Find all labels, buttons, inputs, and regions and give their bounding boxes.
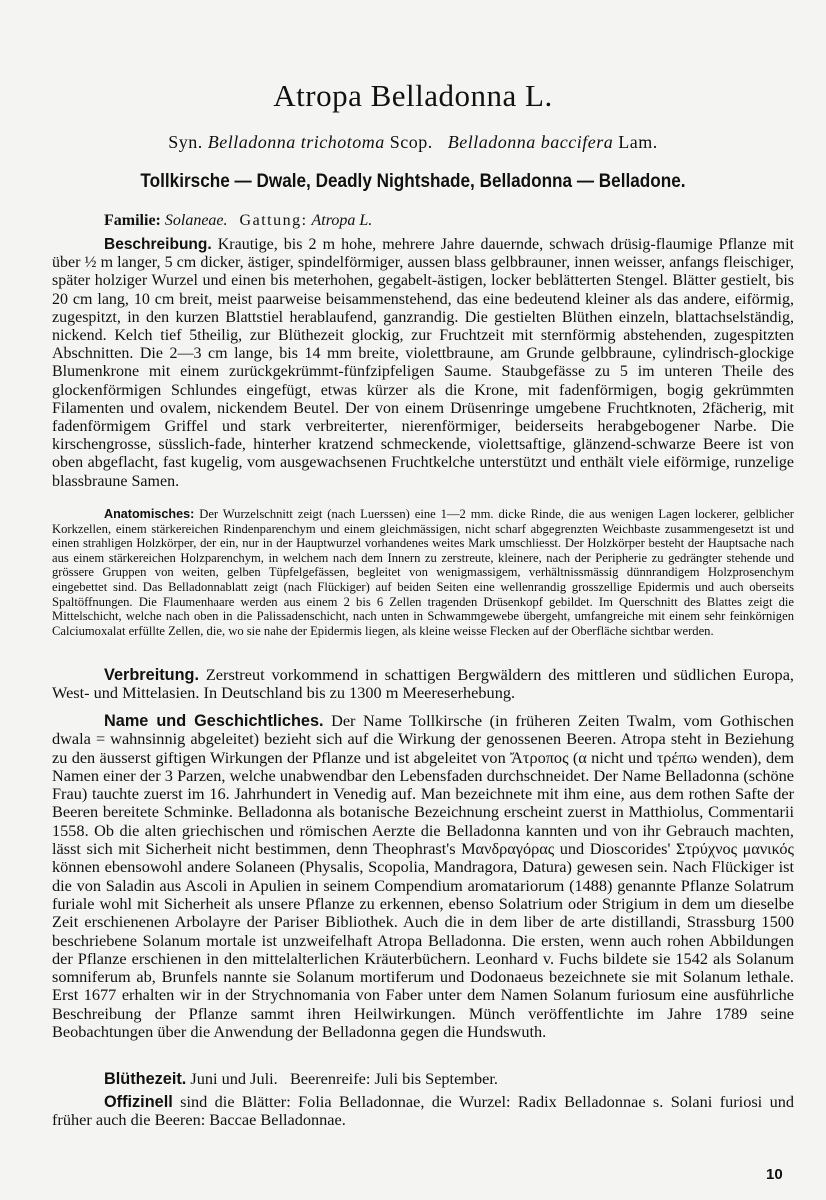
section-name-geschichte (52, 712, 794, 1041)
synonym-1: Belladonna trichotoma (207, 132, 385, 152)
beerenreife-label: Beerenreife: (289, 1069, 371, 1088)
synonym-1-author: Scop. (389, 132, 433, 152)
section-bluethezeit (52, 1070, 794, 1088)
offizinell-text: sind die Blätter: Folia Belladonnae, die Wurzel: Radix Belladonnae s. Solani furiosi und früher auch die Beeren: Baccae Belladonnae. (52, 1092, 795, 1130)
anatomisches-text: Der Wurzelschnitt zeigt (nach Luerssen) eine 1—2 mm. dicke Rinde, die aus wenigen Lagen lockerer, gelblicher Korkzellen, einem stärkereichen Rindenparenchym und einem gleichmässigen, nicht scharf abgegrenzten Weichbaste zusammengesetzt ist und einen strahligen Holzkörper, der ein, nur in der Hauptwurzel vorhandenes weites Mark umschliesst. Der Holzkörper besteht der Hauptsache nach aus einem stärkereichen Holzparenchym, in welchem nach dem Innern zu zerstreute, kleinere, nach der Peripherie zu gedrängter stehende und grössere Gruppen von weiten, gelben Tüpfelgefässen, begleitet von wenigmassigem, verhältnissmässig dünnrandigem Holzprosenchym eingebettet sind. Das Belladonnablatt zeigt (nach Flückiger) auf beiden Seiten eine wellenrandig grosszellige Epidermis und auch oberseits Spaltöffnungen. Die Flaumenhaare werden aus einem 2 bis 6 Zellen tragenden Drüsenkopf gebildet. Im Querschnitt des Blattes zeigt die Mittelschicht, welche nach oben in die Palissadenschicht, nach unten in Schwammgewebe übergeht, umfangreiche mit einem sehr feinkörnigen Calciumoxalat erfüllte Zellen, die, wo sie nahe der Epidermis liegen, als kleine weisse Flecken auf der Oberfläche sichtbar werden. (52, 507, 794, 638)
genus-value: Atropa L. (311, 212, 373, 229)
offizinell-heading: Offizinell (104, 1093, 173, 1111)
verbreitung-text: Zerstreut vorkommend in schattigen Bergwäldern des mittleren und südlichen Europa, West- und Mittelasien. In Deutschland bis zu 1300 m Meereserhebung. (52, 665, 794, 703)
verbreitung-heading: Verbreitung. (104, 666, 199, 684)
beschreibung-heading: Beschreibung. (104, 236, 212, 253)
synonyms-prefix: Syn. (168, 132, 203, 152)
family-label: Familie: (104, 212, 161, 229)
section-beschreibung (52, 236, 794, 491)
beerenreife-text: Juli bis September. (374, 1069, 498, 1088)
family-value: Solaneae. (164, 212, 228, 229)
family-line (104, 212, 372, 230)
section-offizinell (52, 1093, 794, 1130)
section-verbreitung (52, 666, 794, 703)
beschreibung-text: Krautige, bis 2 m hohe, mehrere Jahre dauernde, schwach drüsig-flaumige Pflanze mit über ½ m langer, 5 cm dicker, ästiger, spindelförmiger, aussen blass gelbbrauner, innen weisser, anfangs fleischiger, später holziger Wurzel und einen bis meterhohen, gegabelt-ästigen, locker beblätterten Stengel. Blätter gestielt, bis 20 cm lang, 10 cm breit, meist paarweise beisammenstehend, das eine bedeutend kleiner als das andere, eiförmig, zugespitzt, in den kurzen Blattstiel herablaufend, ganzrandig. Die gestielten Blüthen einzeln, blattachselständig, nickend. Kelch tief 5theilig, zur Blüthezeit glockig, zur Fruchtzeit mit sternförmig abstehenden, zugespitzten Abschnitten. Die 2—3 cm lange, bis 14 mm breite, violettbraune, am Grunde gelbbraune, cylindrisch-glockige Blumenkrone mit einem zurückgekrümmt-fünfzipfeligen Saume. Staubgefässe zu 5 im unteren Theile des glockenförmigen Schlundes eingefügt, etwas kürzer als die Krone, mit fadenförmigen, bogig gekrümmten Filamenten und ovalem, nickendem Beutel. Der von einem Drüsenringe umgebene Fruchtknoten, 2fächerig, mit fadenförmigem Griffel und stark verbreiterter, nierenförmiger, beiderseits herabgebogener Narbe. Die kirschengrosse, süsslich-fade, hinterher kratzend schmeckende, violettsaftige, glänzend-schwarze Beere ist von oben abgeflacht, fast kugelig, vom ausgewachsenen Fruchtkelche unterstützt und enthält viele eiförmige, runzelige blassbraune Samen. (52, 236, 794, 490)
name-geschichte-text: Der Name Tollkirsche (in früheren Zeiten Twalm, vom Gothischen dwala = wahnsinnig abgeleitet) bezieht sich auf die Wirkung der genossenen Beeren. Atropa steht in Beziehung zu den äusserst giftigen Wirkungen der Pflanze und ist abgeleitet von Ἄτροπος (α nicht und τρέπω wenden), dem Namen einer der 3 Parzen, welche unabwendbar den Lebensfaden durchschneidet. Der Name Belladonna (schöne Frau) tauchte zuerst im 16. Jahrhundert in Venedig auf. Man bezeichnete mit ihm eine, aus dem rothen Safte der Beeren bereitete Schminke. Belladonna als botanische Bezeichnung erscheint zuerst in Matthiolus, Commentarii 1558. Ob die alten griechischen und römischen Aerzte die Belladonna kannten und von ihr Gebrauch machten, lässt sich mit Sicherheit nicht bestimmen, denn Theophrast's Μανδραγόρας und Dioscorides' Στρύχνος μανικός können ebensowohl andere Solaneen (Physalis, Scopolia, Mandragora, Datura) gewesen sein. Nach Flückiger ist die von Saladin aus Ascoli in Apulien in seinem Compendium aromatariorum (1488) genannte Pflanze Solatrum furiale wohl mit Sicherheit als unsere Pflanze zu erkennen, ebenso Solatrium oder Strigium in dem um dieselbe Zeit erschienenen Arbolayre der Pariser Bibliothek. Auch die in dem liber de arte distillandi, Strassburg 1500 beschriebene Solanum mortale ist unzweifelhaft Atropa Belladonna. Die ersten, wenn auch rohen Abbildungen der Pflanze erschienen in den mittelalterlichen Kräuterbüchern. Leonhard v. Fuchs bildete sie 1542 als Solanum somniferum ab, Brunfels nannte sie Solanum mortiferum und Dodonaeus bezeichnete sie mit Solanum lethale. Erst 1677 erhalten wir in der Strychnomania von Faber unter dem Namen Solanum furiosum eine ausführliche Beschreibung der Pflanze sammt ihren Heilwirkungen. Münch veröffentlichte im Jahre 1789 seine Beobachtungen über die Anwendung der Belladonna gegen die Hundswuth. (52, 711, 794, 1042)
synonyms-line (0, 132, 826, 153)
page-number: 10 (766, 1166, 783, 1183)
synonym-2: Belladonna baccifera (447, 132, 614, 152)
anatomisches-heading: Anatomisches: (104, 507, 195, 521)
genus-label: Gattung: (239, 212, 308, 229)
synonym-2-author: Lam. (618, 132, 658, 152)
common-names: Tollkirsche — Dwale, Deadly Nightshade, Belladonna — Belladone. (140, 170, 686, 192)
bluethezeit-heading: Blüthezeit. (104, 1070, 187, 1088)
section-anatomisches (52, 507, 794, 638)
bluethezeit-text: Juni und Juli. (190, 1069, 278, 1088)
name-geschichte-heading: Name und Geschichtliches. (104, 712, 324, 730)
page-title: Atropa Belladonna L. (273, 78, 553, 113)
